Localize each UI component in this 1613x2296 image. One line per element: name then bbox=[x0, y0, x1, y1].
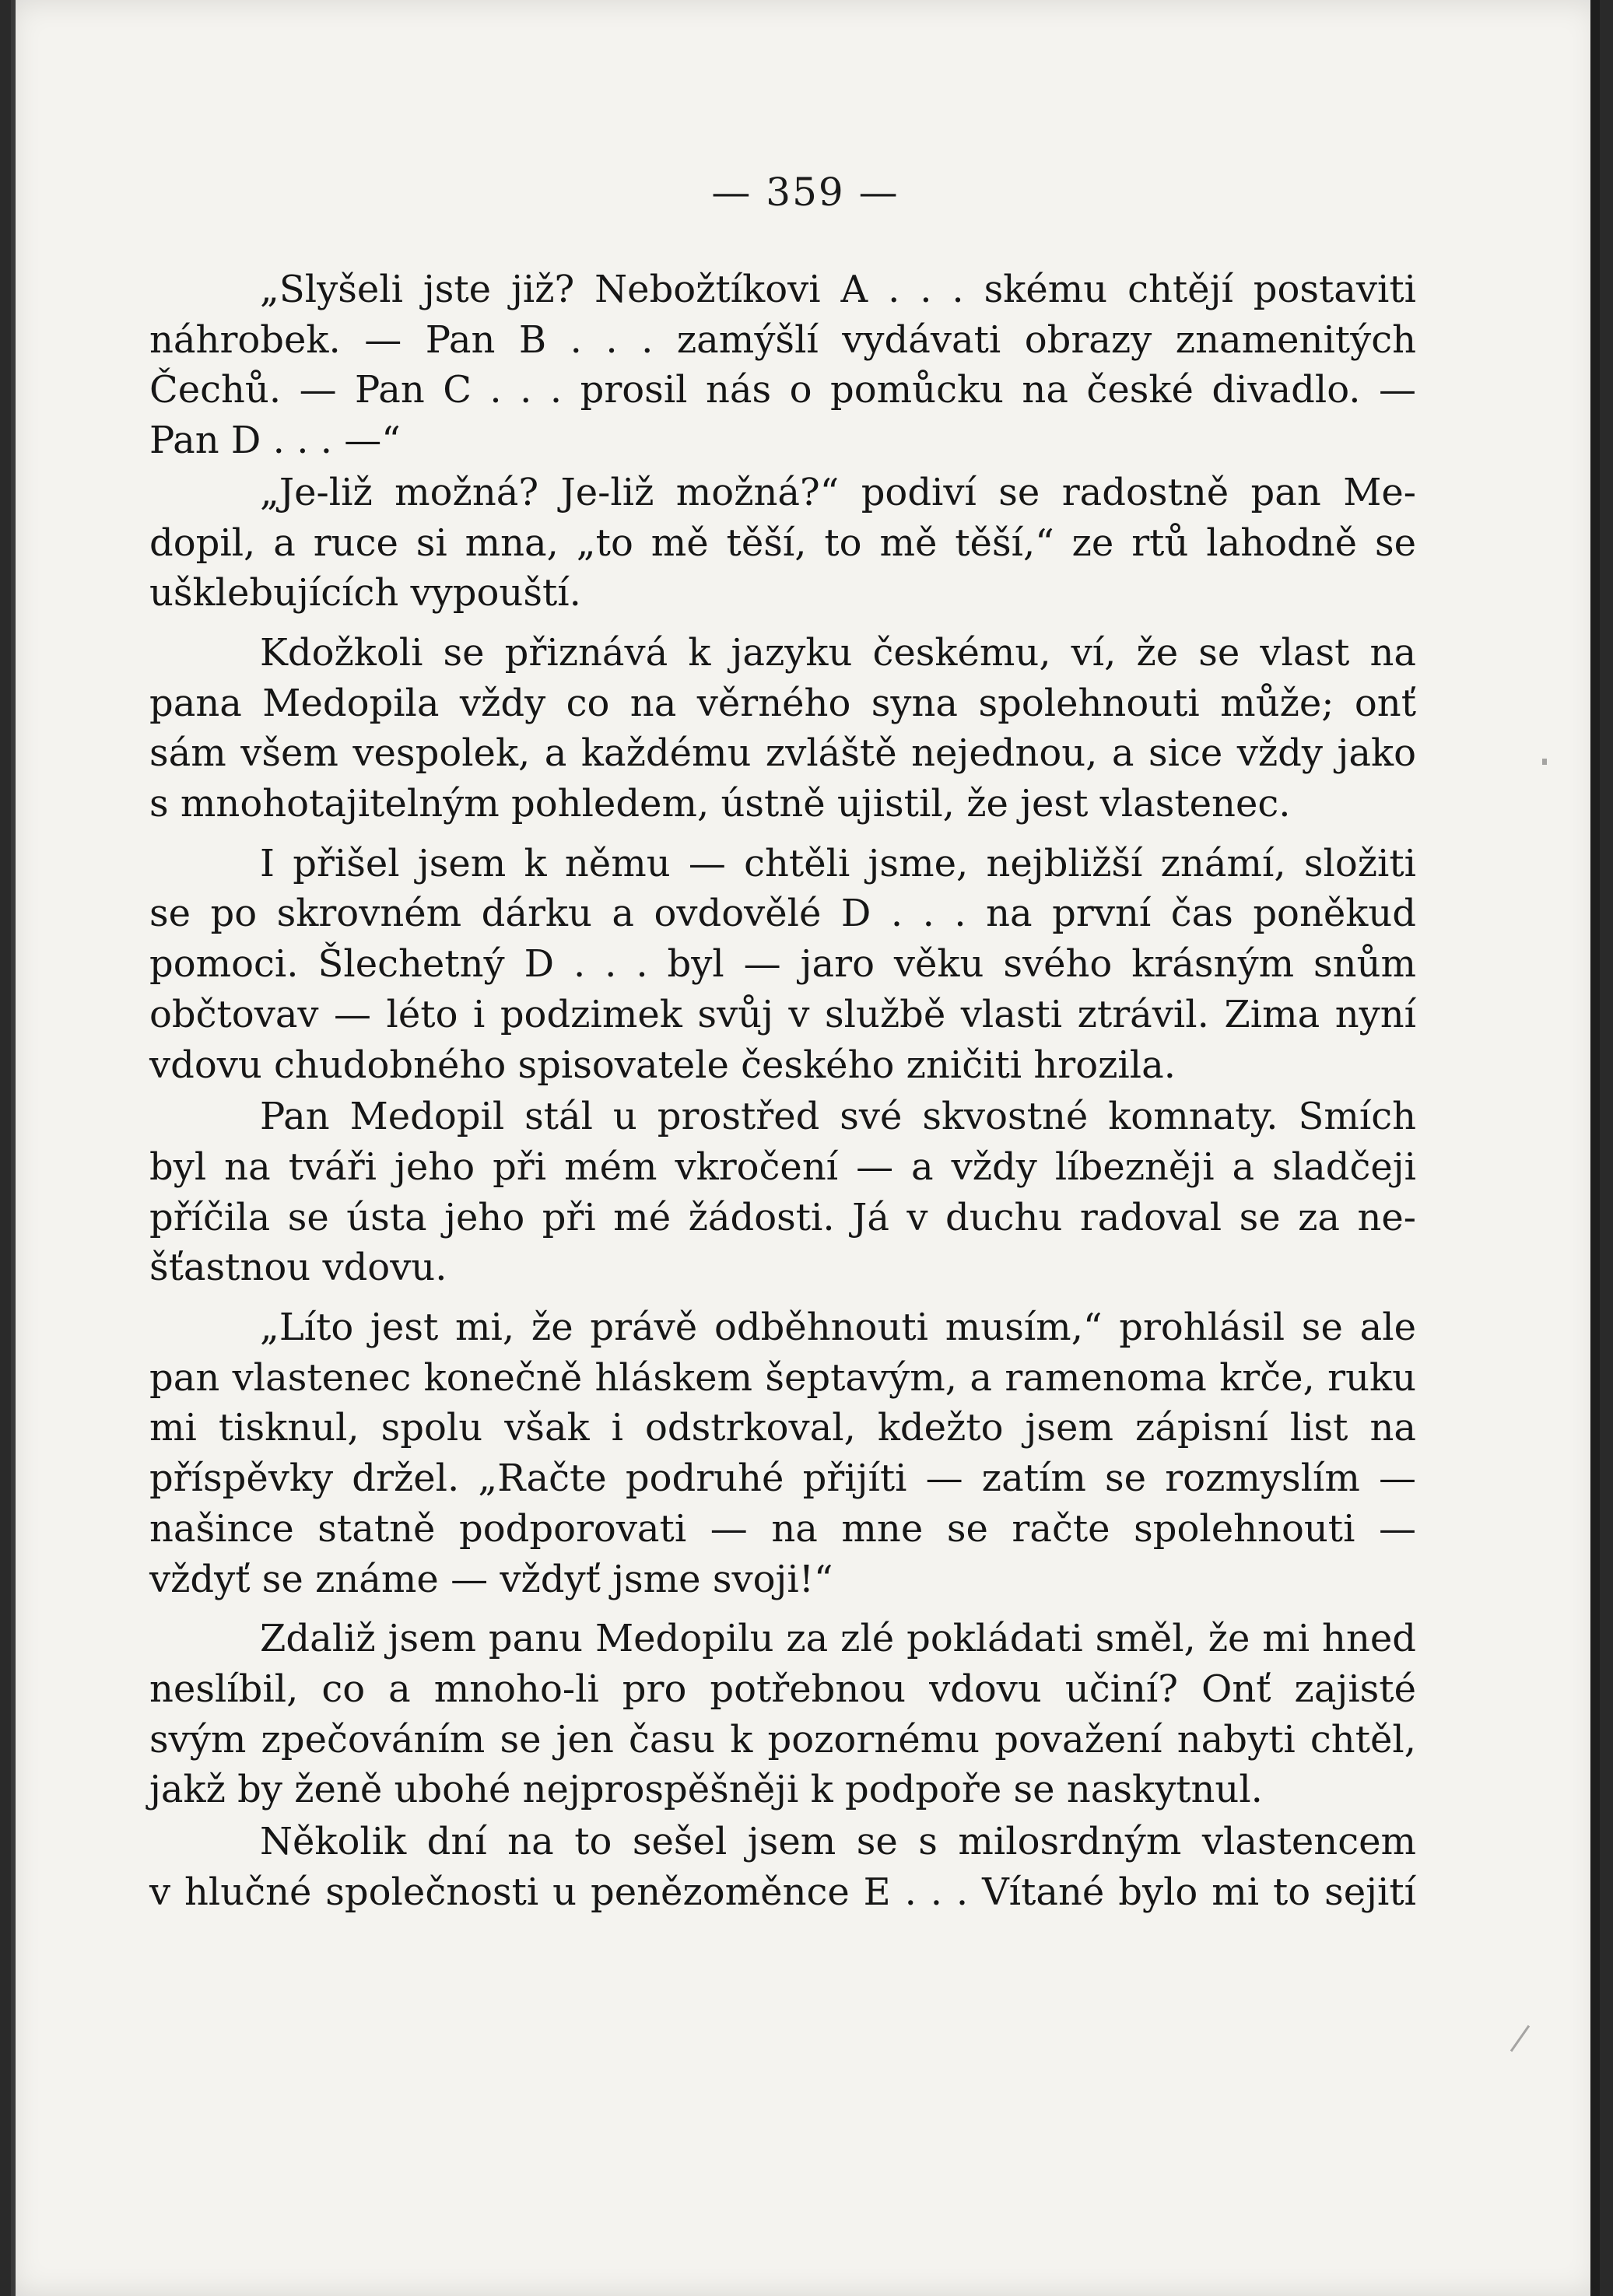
page-left-edge bbox=[11, 0, 16, 2296]
text-line: „Slyšeli jste již? Nebožtíkovi A . . . skému chtějí postaviti bbox=[260, 268, 1416, 311]
paragraph-3 bbox=[149, 628, 1416, 829]
paragraph-1 bbox=[149, 265, 1416, 466]
scan-speck bbox=[1542, 759, 1547, 765]
text-line: Čechů. — Pan C . . . prosil nás o pomůcku na české divadlo. — bbox=[149, 368, 1416, 412]
paragraph-7 bbox=[149, 1614, 1416, 1815]
text-line: Pan Medopil stál u prostřed své skvostné komnaty. Smích bbox=[260, 1095, 1416, 1139]
text-line: Pan D . . . —“ bbox=[149, 419, 401, 463]
text-line: našince statně podporovati — na mne se račte spolehnouti — bbox=[149, 1506, 1416, 1551]
text-line: příspěvky držel. „Račte podruhé přijíti — zatím se rozmyslím — bbox=[149, 1456, 1416, 1501]
text-line: náhrobek. — Pan B . . . zamýšlí vydávati obrazy znamenitých bbox=[149, 317, 1416, 362]
book-page bbox=[11, 0, 1600, 2296]
text-line: v hlučné společnosti u penězoměnce E . . . Vítané bylo mi to sejití bbox=[149, 1870, 1416, 1914]
paragraph-2 bbox=[149, 468, 1416, 619]
paragraph-5 bbox=[149, 1092, 1416, 1293]
paragraph-8 bbox=[149, 1817, 1416, 1917]
page-right-edge bbox=[1590, 0, 1600, 2296]
text-line: ušklebujících vypouští. bbox=[149, 571, 581, 615]
text-line: vždyť se známe — vždyť jsme svoji!“ bbox=[149, 1557, 833, 1601]
paragraph-6 bbox=[149, 1302, 1416, 1604]
text-line: občtovav — léto i podzimek svůj v službě vlasti ztrávil. Zima nyní bbox=[149, 992, 1416, 1036]
text-line: svým zpečováním se jen času k pozornému považení nabyti chtěl, bbox=[149, 1717, 1416, 1761]
body-text bbox=[149, 265, 1416, 1919]
text-line: Několik dní na to sešel jsem se s milosrdným vlastencem bbox=[260, 1820, 1416, 1864]
paragraph-4 bbox=[149, 839, 1416, 1091]
scan-speck bbox=[1510, 2025, 1530, 2052]
text-line: sám všem vespolek, a každému zvláště nejednou, a sice vždy jako bbox=[149, 731, 1416, 776]
text-line: šťastnou vdovu. bbox=[149, 1246, 447, 1290]
text-line: „Je-liž možná? Je-liž možná?“ podiví se radostně pan Me- bbox=[260, 470, 1416, 514]
text-line: vdovu chudobného spisovatele českého zničiti hrozila. bbox=[149, 1043, 1176, 1087]
text-line: pana Medopila vždy co na věrného syna spolehnouti může; onť bbox=[149, 681, 1416, 725]
text-line: byl na tváři jeho při mém vkročení — a vždy líbezněji a sladčeji bbox=[149, 1144, 1416, 1189]
page-number: — 359 — bbox=[711, 170, 899, 215]
text-line: Zdaliž jsem panu Medopilu za zlé pokládati směl, že mi hned bbox=[260, 1617, 1416, 1661]
text-line: s mnohotajitelným pohledem, ústně ujistil, že jest vlastenec. bbox=[149, 782, 1291, 826]
text-line: příčila se ústa jeho při mé žádosti. Já v duchu radoval se za ne- bbox=[149, 1195, 1416, 1239]
text-line: Kdožkoli se přiznává k jazyku českému, ví, že se vlast na bbox=[260, 630, 1416, 675]
text-line: jakž by ženě ubohé nejprospěšněji k podpoře se naskytnul. bbox=[149, 1768, 1263, 1812]
text-line: mi tisknul, spolu však i odstrkoval, kdežto jsem zápisní list na bbox=[149, 1406, 1416, 1450]
text-line: „Líto jest mi, že právě odběhnouti musím,“ prohlásil se ale bbox=[260, 1306, 1416, 1350]
text-line: I přišel jsem k němu — chtěli jsme, nejbližší známí, složiti bbox=[260, 841, 1416, 885]
text-line: se po skrovném dárku a ovdovělé D . . . na první čas poněkud bbox=[149, 892, 1416, 936]
text-line: pan vlastenec konečně hláskem šeptavým, a ramenoma krče, ruku bbox=[149, 1355, 1416, 1400]
text-line: dopil, a ruce si mna, „to mě těší, to mě těší,“ ze rtů lahodně se bbox=[149, 521, 1416, 565]
text-line: neslíbil, co a mnoho-li pro potřebnou vdovu učiní? Onť zajisté bbox=[149, 1667, 1416, 1711]
text-line: pomoci. Šlechetný D . . . byl — jaro věku svého krásným snům bbox=[149, 942, 1416, 987]
